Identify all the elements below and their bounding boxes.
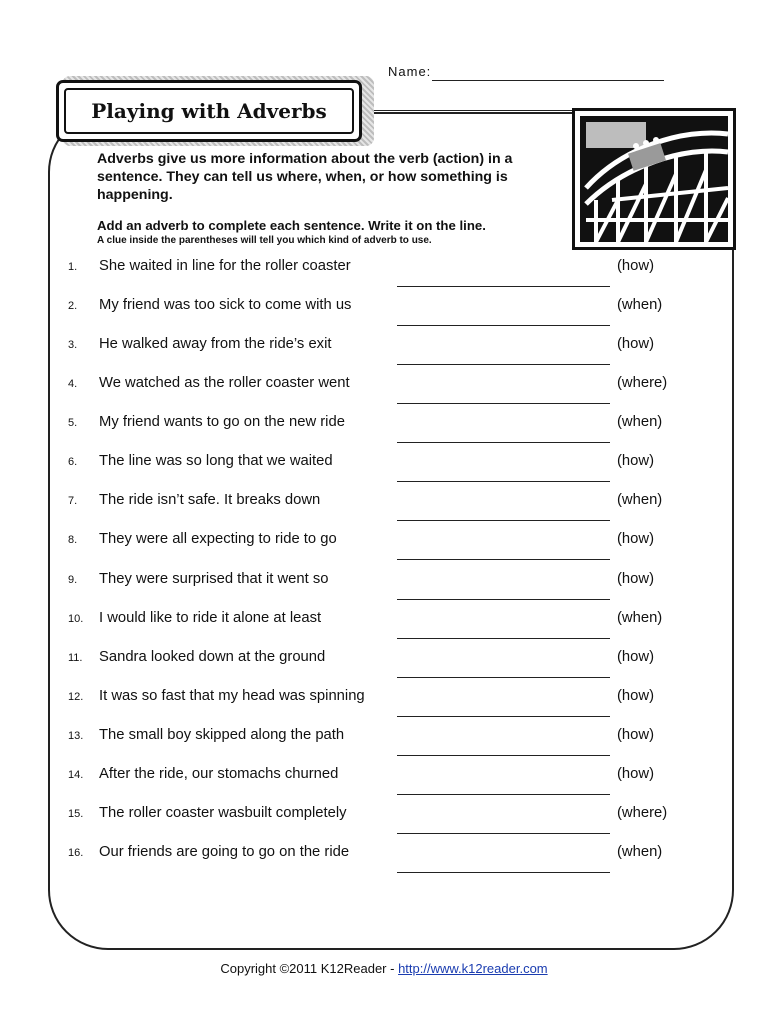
answer-line[interactable] [397,403,610,404]
answer-line[interactable] [397,286,610,287]
question-number: 16. [68,847,84,860]
answer-line[interactable] [397,364,610,365]
question-number: 9. [68,573,78,586]
question-sentence: They were all expecting to ride to go [99,531,337,548]
adverb-clue: (when) [617,492,663,509]
question-row [0,648,768,690]
copyright-footer [0,961,768,976]
question-sentence: We watched as the roller coaster went [99,375,350,392]
header-rule [362,110,592,111]
question-row [0,531,768,572]
question-row [0,414,768,455]
copyright-text: Copyright ©2011 K12Reader - [220,961,399,976]
adverb-clue: (how) [617,765,654,782]
answer-line[interactable] [397,677,610,678]
question-row [0,453,768,494]
answer-line[interactable] [397,716,610,717]
question-sentence: I would like to ride it alone at least [99,609,322,626]
instruction-text: Add an adverb to complete each sentence. Write it on the line. [97,218,486,233]
answer-line[interactable] [397,559,610,560]
question-sentence: The line was so long that we waited [99,453,333,470]
answer-line[interactable] [397,833,610,834]
k12reader-link[interactable]: http://www.k12reader.com [398,961,548,976]
question-row [0,844,768,885]
adverb-clue: (where) [617,375,668,392]
question-row [0,687,768,729]
answer-line[interactable] [397,325,610,326]
adverb-clue: (where) [617,804,668,821]
question-row [0,492,768,533]
question-sentence: They were surprised that it went so [99,570,329,587]
question-number: 12. [68,690,84,703]
question-row [0,609,768,651]
adverb-clue: (how) [617,531,654,548]
question-row [0,375,768,416]
adverb-clue: (how) [617,687,654,704]
question-sentence: The roller coaster wasbuilt completely [99,804,347,821]
question-number: 6. [68,456,78,469]
adverb-clue: (how) [617,570,654,587]
question-sentence: My friend wants to go on the new ride [99,414,345,431]
clue-note: A clue inside the parentheses will tell you which kind of adverb to use. [97,235,432,246]
title-inner-border [64,88,354,134]
name-label: Name: [388,64,432,79]
name-input-line[interactable] [432,80,664,81]
answer-line[interactable] [397,872,610,873]
answer-line[interactable] [397,638,610,639]
question-sentence: He walked away from the ride’s exit [99,336,332,353]
question-number: 4. [68,378,78,391]
answer-line[interactable] [397,481,610,482]
page-title: Playing with Adverbs [91,99,327,123]
question-row [0,765,768,807]
question-number: 14. [68,768,84,781]
question-number: 5. [68,417,78,430]
question-sentence: The ride isn’t safe. It breaks down [99,492,321,509]
question-number: 2. [68,300,78,313]
adverb-clue: (how) [617,648,654,665]
question-sentence: She waited in line for the roller coaster [99,258,351,274]
adverb-clue: (how) [617,336,654,353]
question-number: 13. [68,729,84,742]
question-number: 7. [68,495,78,508]
question-row [0,336,768,377]
question-row [0,804,768,846]
question-row [0,297,768,338]
title-box [56,80,362,142]
question-sentence: The small boy skipped along the path [99,726,345,743]
question-row [0,726,768,768]
answer-line[interactable] [397,442,610,443]
question-sentence: Our friends are going to go on the ride [99,844,350,861]
question-number: 1. [68,261,78,273]
adverb-clue: (when) [617,414,663,431]
question-number: 15. [68,807,84,820]
roller-coaster-illustration [572,108,736,250]
answer-line[interactable] [397,520,610,521]
question-row [0,258,768,299]
question-sentence: It was so fast that my head was spinning [99,687,365,704]
question-number: 3. [68,339,78,352]
question-number: 8. [68,534,78,547]
question-sentence: My friend was too sick to come with us [99,297,352,314]
adverb-clue: (when) [617,844,663,861]
adverb-clue: (how) [617,726,654,743]
answer-line[interactable] [397,755,610,756]
adverb-clue: (how) [617,453,654,470]
question-number: 10. [68,612,84,625]
answer-line[interactable] [397,794,610,795]
adverb-clue: (when) [617,609,663,626]
answer-line[interactable] [397,599,610,600]
adverb-clue: (when) [617,297,663,314]
question-sentence: After the ride, our stomachs churned [99,765,339,782]
question-sentence: Sandra looked down at the ground [99,648,326,665]
intro-paragraph: Adverbs give us more information about the verb (action) in a sentence. They can tell us where, when, or how something is happening. [97,151,513,203]
adverb-clue: (how) [617,258,654,274]
question-row [0,570,768,612]
question-number: 11. [68,651,83,664]
